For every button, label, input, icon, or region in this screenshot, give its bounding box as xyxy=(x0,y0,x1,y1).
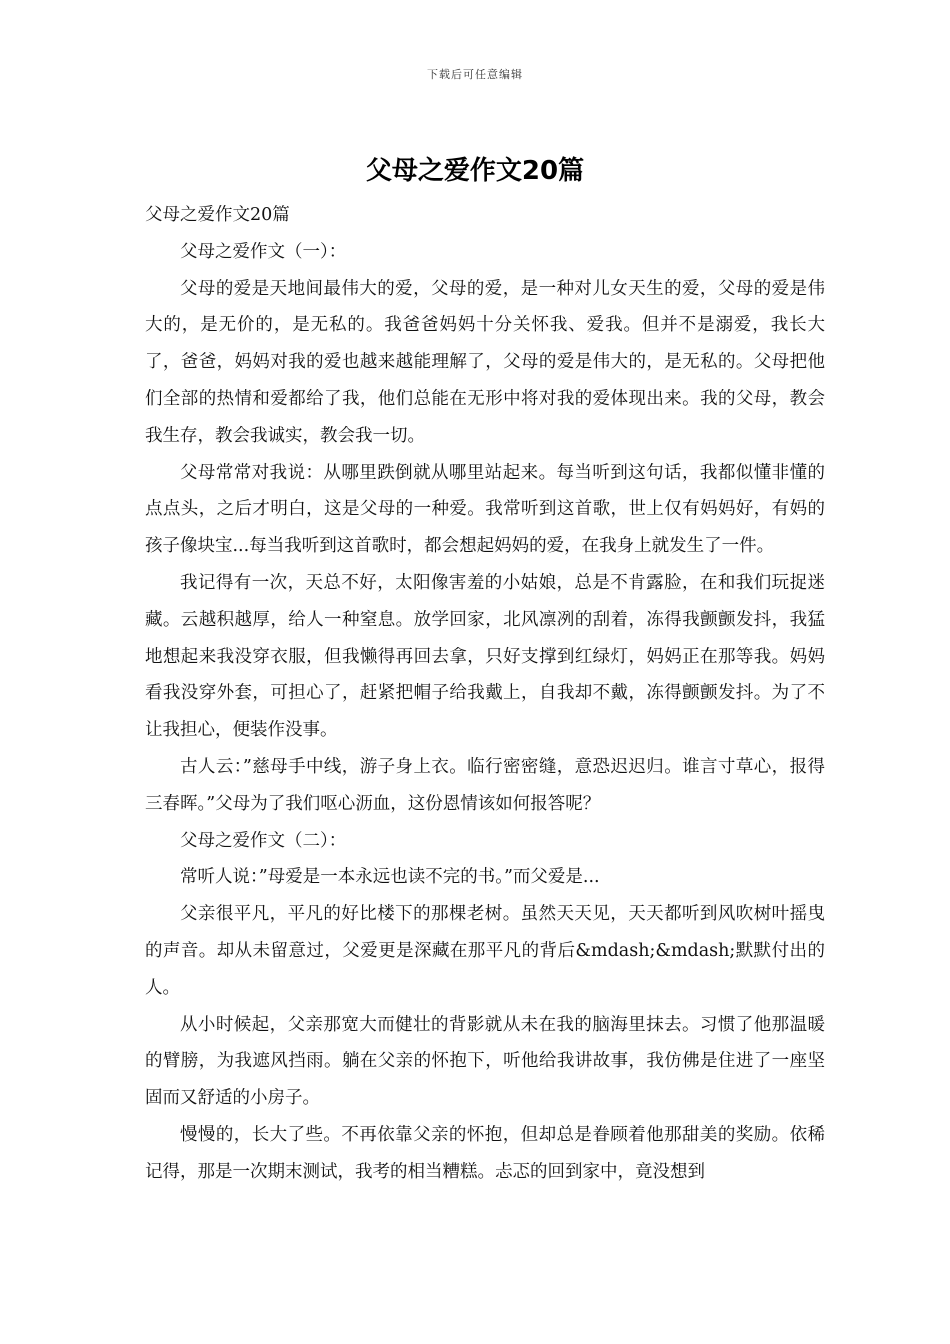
paragraph-section-heading-1: 父母之爱作文（一）： xyxy=(180,241,347,262)
paragraph: 常听人说：”母爱是一本永远也读不完的书。”而父爱是... xyxy=(180,867,600,888)
paragraph-section-heading-2: 父母之爱作文（二）： xyxy=(180,830,347,851)
paragraph: 从小时候起，父亲那宽大而健壮的背影就从未在我的脑海里抹去。习惯了他那温暖的臂膀，为我遮风挡雨。躺在父亲的怀抱下，听他给我讲故事，我仿佛是住进了一座坚固而又舒适的小房子。 xyxy=(145,1014,825,1109)
paragraph-subtitle: 父母之爱作文20篇 xyxy=(145,205,290,225)
paragraph: 父亲很平凡，平凡的好比楼下的那棵老树。虽然天天见，天天都听到风吹树叶摇曳的声音。却从未留意过，父爱更是深藏在那平凡的背后&mdash;&mdash;默默付出的人。 xyxy=(145,904,825,998)
document-title: 父母之爱作文20篇 xyxy=(365,156,585,186)
paragraph: 慢慢的，长大了些。不再依靠父亲的怀抱，但却总是眷顾着他那甜美的奖励。依稀记得，那是一次期末测试，我考的相当糟糕。忐忑的回到家中，竟没想到 xyxy=(145,1124,825,1182)
paragraph: 父母常常对我说：从哪里跌倒就从哪里站起来。每当听到这句话，我都似懂非懂的点点头，之后才明白，这是父母的一种爱。我常听到这首歌，世上仅有妈妈好，有妈的孩子像块宝...每当我听到这首歌时，都会想起妈妈的爱，在我身上就发生了一件。 xyxy=(145,462,825,557)
header-note: 下载后可任意编辑 xyxy=(427,68,523,81)
document-body xyxy=(145,197,825,1191)
paragraph: 父母的爱是天地间最伟大的爱，父母的爱，是一种对儿女天生的爱，父母的爱是伟大的，是无价的，是无私的。我爸爸妈妈十分关怀我、爱我。但并不是溺爱，我长大了，爸爸，妈妈对我的爱也越来越能理解了，父母的爱是伟大的，是无私的。父母把他们全部的热情和爱都给了我，他们总能在无形中将对我的爱体现出来。我的父母，教会我生存，教会我诚实，教会我一切。 xyxy=(145,278,825,446)
paragraph: 我记得有一次，天总不好，太阳像害羞的小姑娘，总是不肯露脸，在和我们玩捉迷藏。云越积越厚，给人一种窒息。放学回家，北风凛冽的刮着，冻得我颤颤发抖，我猛地想起来我没穿衣服，但我懒得再回去拿，只好支撑到红绿灯，妈妈正在那等我。妈妈看我没穿外套，可担心了，赶紧把帽子给我戴上，自我却不戴，冻得颤颤发抖。为了不让我担心，便装作没事。 xyxy=(145,572,825,741)
paragraph: 古人云：”慈母手中线，游子身上衣。临行密密缝，意恐迟迟归。谁言寸草心，报得三春晖。”父母为了我们呕心沥血，这份恩情该如何报答呢？ xyxy=(145,756,825,814)
